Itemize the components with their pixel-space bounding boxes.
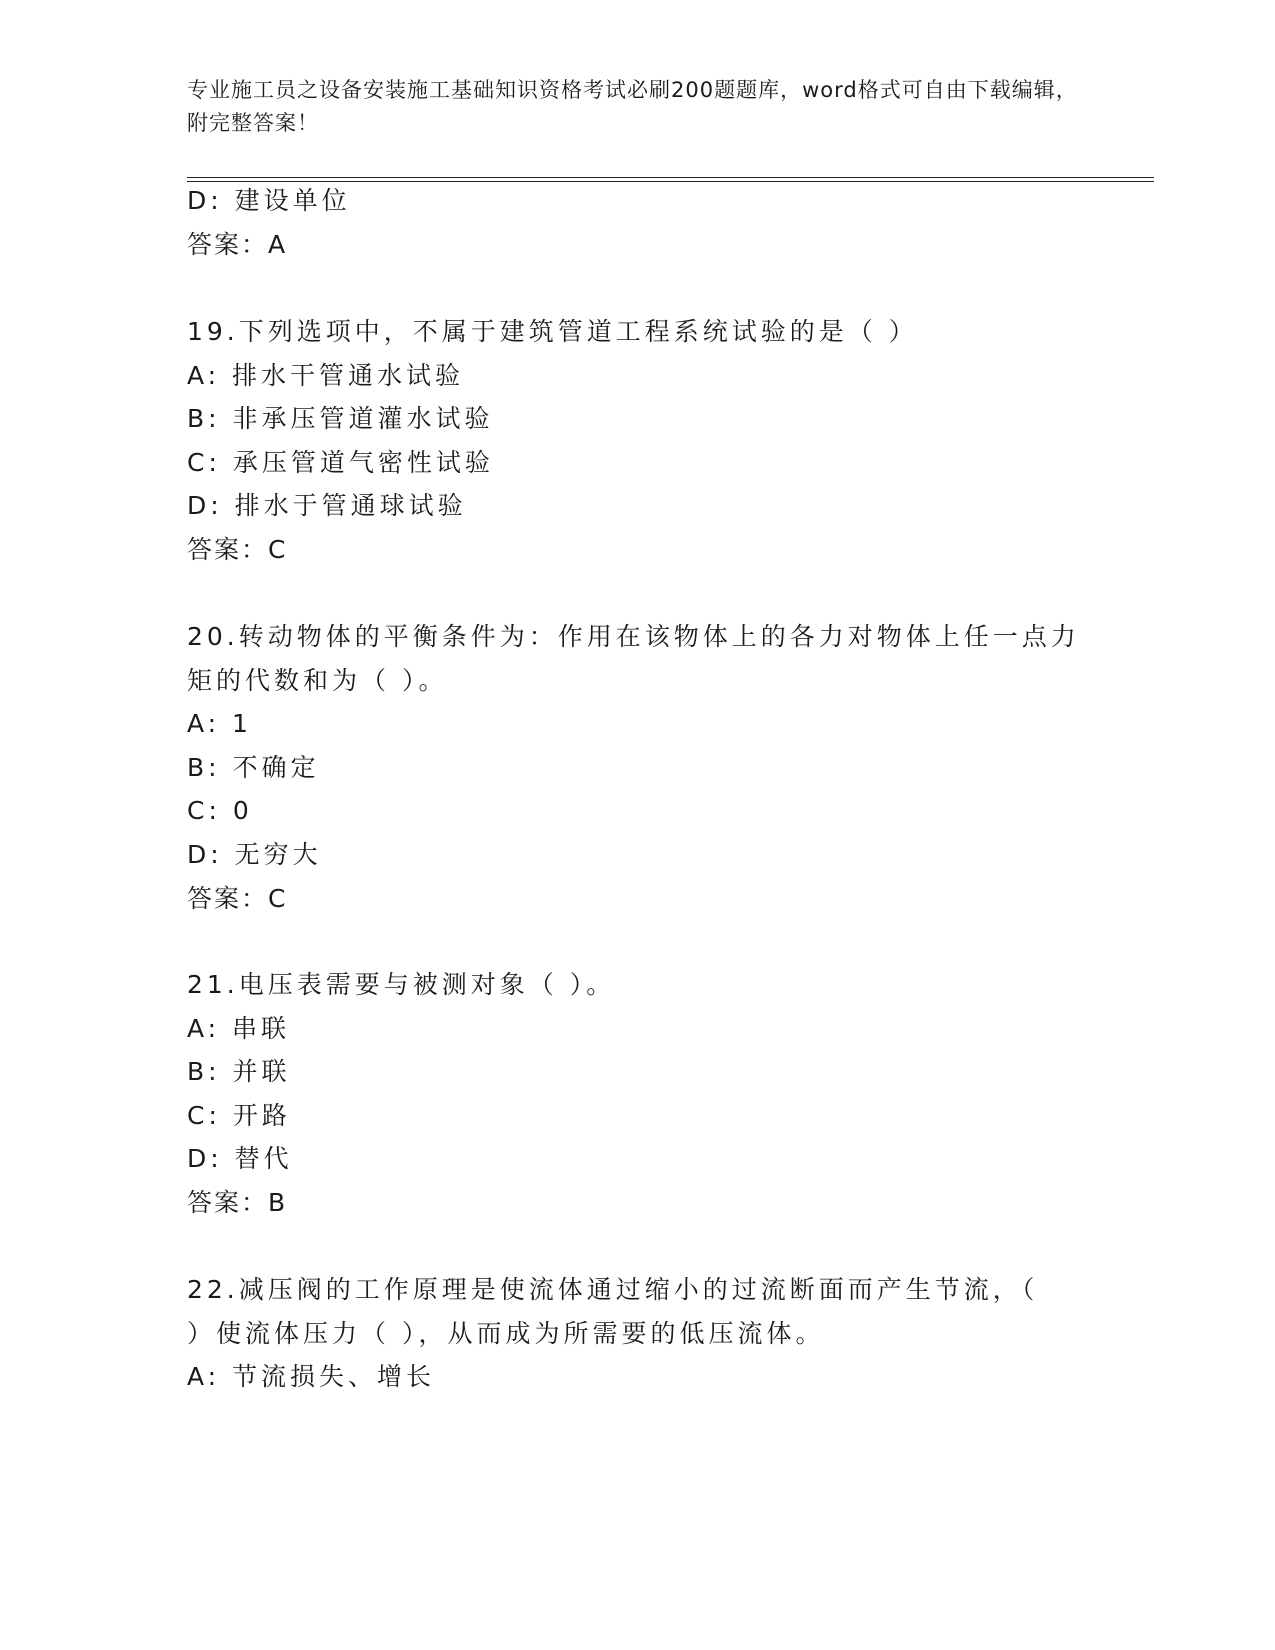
question-stem: 22.减压阀的工作原理是使流体通过缩小的过流断面而产生节流，（ bbox=[187, 1275, 1039, 1304]
option-a: A: 串联 bbox=[187, 1014, 291, 1043]
answer-line: 答案：C bbox=[187, 884, 288, 913]
option-b: B: 不确定 bbox=[187, 753, 320, 782]
option-c: C: 承压管道气密性试验 bbox=[187, 448, 494, 477]
answer-line: 答案：B bbox=[187, 1188, 288, 1217]
option-d: D: 无穷大 bbox=[187, 840, 322, 869]
question-stem: 20.转动物体的平衡条件为：作用在该物体上的各力对物体上任一点力 bbox=[187, 622, 1080, 651]
option-c: C: 开路 bbox=[187, 1101, 291, 1130]
option-d: D: 建设单位 bbox=[187, 186, 351, 215]
question-stem: 21.电压表需要与被测对象（ ）。 bbox=[187, 970, 616, 999]
answer-line: 答案：C bbox=[187, 535, 288, 564]
question-stem: 19.下列选项中，不属于建筑管道工程系统试验的是（ ） bbox=[187, 317, 918, 346]
option-a: A: 排水干管通水试验 bbox=[187, 361, 465, 390]
option-a: A: 节流损失、增长 bbox=[187, 1362, 436, 1391]
option-b: B: 非承压管道灌水试验 bbox=[187, 404, 494, 433]
option-d: D: 排水于管通球试验 bbox=[187, 491, 467, 520]
option-c: C: 0 bbox=[187, 796, 253, 825]
option-a: A: 1 bbox=[187, 709, 252, 738]
question-stem-continued: 矩的代数和为（ ）。 bbox=[187, 666, 448, 695]
option-d: D: 替代 bbox=[187, 1144, 293, 1173]
header-divider bbox=[187, 177, 1154, 182]
page-header: 专业施工员之设备安装施工基础知识资格考试必刷200题题库，word格式可自由下载编辑，附完整答案！ bbox=[187, 78, 1078, 135]
question-stem-continued: ）使流体压力（ ），从而成为所需要的低压流体。 bbox=[187, 1319, 825, 1348]
option-b: B: 并联 bbox=[187, 1057, 291, 1086]
answer-line: 答案：A bbox=[187, 230, 288, 259]
